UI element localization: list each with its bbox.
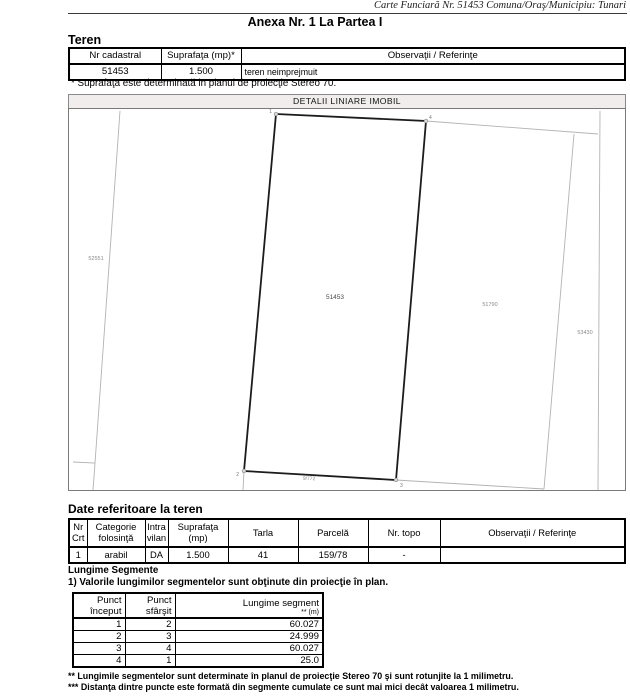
segments-note-2: ** Lungimile segmentelor sunt determinate în planul de proiecţie Stereo 70 şi sunt rotunjite la 1 milimetru. — [68, 671, 514, 681]
vertex-label-3: 3 — [400, 483, 403, 489]
date-header-tarla: Tarla — [228, 519, 298, 547]
teren-cell-nr-cadastral: 51453 — [69, 64, 161, 80]
segments-note-3: *** Distanţa dintre puncte este formată din segmente cumulate ce sunt mai mici decât valoarea 1 milimetru. — [68, 682, 519, 692]
neighbor-parcel-label-right: 51790 — [482, 302, 498, 308]
teren-table — [68, 47, 626, 81]
subject-parcel-label: 51453 — [325, 294, 345, 301]
segment-row — [73, 631, 323, 643]
date-header-observatii: Observaţii / Referinţe — [440, 519, 625, 547]
segment-row — [73, 643, 323, 655]
segments-heading: Lungime Segmente — [68, 565, 159, 576]
seg-cell: 3 — [73, 643, 125, 655]
map-title-bar: DETALII LINIARE IMOBIL — [68, 94, 626, 109]
date-header-categorie: Categorie folosinţă — [87, 519, 145, 547]
date-cell-intravilan: DA — [145, 547, 168, 563]
teren-header-suprafata: Suprafaţa (mp)* — [161, 48, 241, 64]
seg-cell: 1 — [73, 618, 125, 631]
date-cell-parcela: 159/78 — [298, 547, 368, 563]
date-cell-nr-topo: - — [368, 547, 440, 563]
seg-header-punct-inceput: Punct început — [73, 593, 125, 618]
teren-header-observatii: Observaţii / Referinţe — [241, 48, 625, 64]
seg-cell: 2 — [73, 631, 125, 643]
segments-header-row — [73, 593, 323, 618]
teren-cell-observatii: teren neimprejmuit — [241, 64, 625, 80]
seg-cell: 24.999 — [175, 631, 323, 643]
teren-section-heading: Teren — [68, 33, 102, 47]
date-cell-observatii — [440, 547, 625, 563]
cadastral-map-svg — [69, 109, 625, 490]
teren-cell-suprafata: 1.500 — [161, 64, 241, 80]
segment-row — [73, 618, 323, 631]
segments-table — [72, 592, 324, 668]
seg-cell: 25.0 — [175, 655, 323, 668]
seg-cell: 60.027 — [175, 618, 323, 631]
segment-row — [73, 655, 323, 668]
seg-cell: 4 — [125, 643, 175, 655]
date-header-parcela: Parcelă — [298, 519, 368, 547]
seg-cell: 1 — [125, 655, 175, 668]
header-rule — [68, 13, 627, 14]
teren-header-nr-cadastral: Nr cadastral — [69, 48, 161, 64]
seg-cell: 60.027 — [175, 643, 323, 655]
seg-header-lungime: Lungime segment ** (m) — [175, 593, 323, 618]
date-teren-heading: Date referitoare la teren — [68, 502, 203, 516]
neighbor-parcel-label-left: 52551 — [88, 256, 104, 262]
vertex-label-1: 1 — [269, 109, 272, 115]
seg-cell: 2 — [125, 618, 175, 631]
date-header-nr-crt: Nr Crt — [69, 519, 87, 547]
date-cell-nr-crt: 1 — [69, 547, 87, 563]
date-cell-categorie: arabil — [87, 547, 145, 563]
date-cell-tarla: 41 — [228, 547, 298, 563]
date-teren-header-row — [69, 519, 625, 547]
date-cell-suprafata: 1.500 — [168, 547, 228, 563]
cadastral-map — [68, 108, 626, 491]
teren-table-header-row — [69, 48, 625, 64]
seg-header-punct-sfarsit: Punct sfârşit — [125, 593, 175, 618]
teren-footnote: * Suprafaţa este determinată in planul de proiecţie Stereo 70. — [71, 78, 337, 89]
date-header-suprafata: Suprafaţa (mp) — [168, 519, 228, 547]
road-parcel-label: 9/772 — [302, 475, 316, 483]
date-header-intravilan: Intra vilan — [145, 519, 168, 547]
neighbor-parcel-label-far-right: 53430 — [577, 330, 593, 336]
vertex-label-4: 4 — [429, 115, 432, 121]
seg-cell: 3 — [125, 631, 175, 643]
seg-cell: 4 — [73, 655, 125, 668]
segments-note-1: 1) Valorile lungimilor segmentelor sunt obţinute din proiecţie în plan. — [68, 577, 389, 588]
date-header-nr-topo: Nr. topo — [368, 519, 440, 547]
date-teren-row — [69, 547, 625, 563]
anexa-title: Anexa Nr. 1 La Partea I — [247, 15, 383, 29]
carte-funciara-header: Carte Funciară Nr. 51453 Comuna/Oraş/Municipiu: Tunari — [373, 0, 626, 11]
vertex-label-2: 2 — [236, 472, 239, 478]
date-teren-table — [68, 518, 626, 564]
